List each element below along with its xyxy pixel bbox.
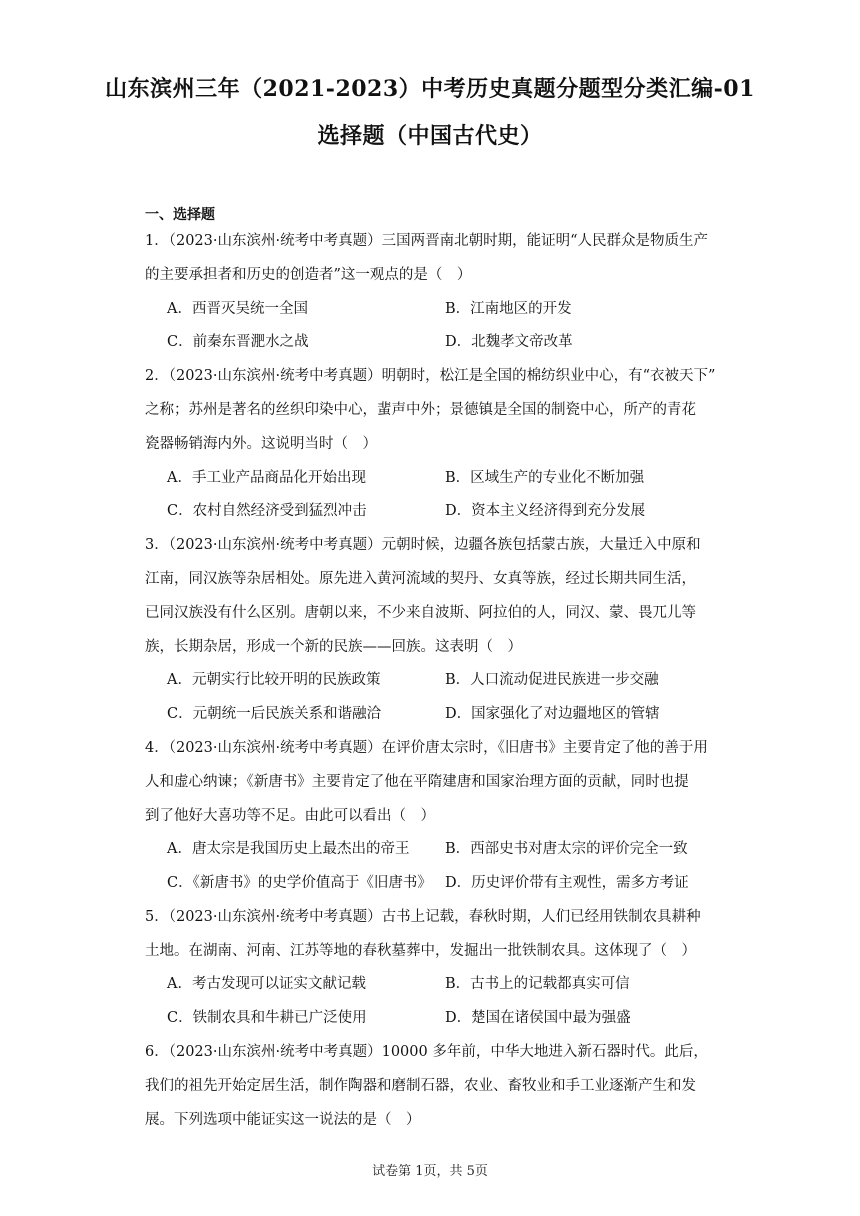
question-4-option-a: A．唐太宗是我国历史上最杰出的帝王 bbox=[167, 841, 410, 857]
page-footer: 试卷第 1页，共 5页 bbox=[372, 1164, 488, 1179]
question-2-option-b: B．区域生产的专业化不断加强 bbox=[445, 470, 645, 486]
question-1-option-d: D．北魏孝文帝改革 bbox=[445, 334, 573, 350]
question-1-option-a: A．西晋灭吴统一全国 bbox=[167, 301, 308, 317]
question-6-line-3: 展。下列选项中能证实这一说法的是（ ） bbox=[145, 1112, 421, 1128]
question-2-line-2: 之称；苏州是著名的丝织印染中心，蜚声中外；景德镇是全国的制瓷中心，所产的青花 bbox=[145, 402, 696, 418]
question-1-option-c: C．前秦东晋淝水之战 bbox=[167, 334, 309, 350]
question-4-option-b: B．西部史书对唐太宗的评价完全一致 bbox=[445, 841, 688, 857]
question-2-line-1: 2．（2023·山东滨州·统考中考真题）明朝时，松江是全国的棉纺织业中心，有“衣被天下” bbox=[145, 368, 716, 384]
question-2-option-a: A．手工业产品商品化开始出现 bbox=[167, 470, 366, 486]
title-line-1: 山东滨州三年（2021-2023）中考历史真题分题型分类汇编-01 bbox=[105, 76, 755, 102]
question-1-line-1: 1．（2023·山东滨州·统考中考真题）三国两晋南北朝时期，能证明“人民群众是物质生产 bbox=[145, 233, 709, 249]
section-heading: 一、选择题 bbox=[145, 207, 215, 223]
question-5-option-a: A．考古发现可以证实文献记载 bbox=[167, 976, 366, 992]
question-5-line-2: 土地。在湖南、河南、江苏等地的春秋墓葬中，发掘出一批铁制农具。这体现了（ ） bbox=[145, 943, 696, 959]
question-4-option-d: D．历史评价带有主观性，需多方考证 bbox=[445, 875, 689, 891]
question-6-line-2: 我们的祖先开始定居生活，制作陶器和磨制石器，农业、畜牧业和手工业逐渐产生和发 bbox=[145, 1078, 696, 1094]
question-1-option-b: B．江南地区的开发 bbox=[445, 301, 572, 317]
question-3-option-d: D．国家强化了对边疆地区的管辖 bbox=[445, 706, 660, 722]
question-3-option-b: B．人口流动促进民族进一步交融 bbox=[445, 672, 659, 688]
question-4-line-3: 到了他好大喜功等不足。由此可以看出（ ） bbox=[145, 808, 435, 824]
question-4-line-1: 4．（2023·山东滨州·统考中考真题）在评价唐太宗时，《旧唐书》主要肯定了他的善于用 bbox=[145, 740, 708, 756]
question-4-option-c: C．《新唐书》的史学价值高于《旧唐书》 bbox=[167, 875, 432, 891]
question-3-line-1: 3．（2023·山东滨州·统考中考真题）元朝时候，边疆各族包括蒙古族，大量迁入中原和 bbox=[145, 537, 701, 553]
question-3-option-c: C．元朝统一后民族关系和谐融洽 bbox=[167, 706, 382, 722]
question-3-line-3: 已同汉族没有什么区别。唐朝以来，不少来自波斯、阿拉伯的人，同汉、蒙、畏兀儿等 bbox=[145, 605, 696, 621]
question-5-line-1: 5．（2023·山东滨州·统考中考真题）古书上记载，春秋时期，人们已经用铁制农具耕种 bbox=[145, 909, 701, 925]
question-3-line-2: 江南，同汉族等杂居相处。原先进入黄河流域的契丹、女真等族，经过长期共同生活， bbox=[145, 571, 696, 587]
question-3-line-4: 族，长期杂居，形成一个新的民族——回族。这表明（ ） bbox=[145, 639, 522, 655]
question-2-option-d: D．资本主义经济得到充分发展 bbox=[445, 503, 646, 519]
question-5-option-d: D．楚国在诸侯国中最为强盛 bbox=[445, 1010, 631, 1026]
question-5-option-c: C．铁制农具和牛耕已广泛使用 bbox=[167, 1010, 367, 1026]
question-3-option-a: A．元朝实行比较开明的民族政策 bbox=[167, 672, 381, 688]
question-2-option-c: C．农村自然经济受到猛烈冲击 bbox=[167, 503, 367, 519]
question-6-line-1: 6．（2023·山东滨州·统考中考真题）10000 多年前，中华大地进入新石器时代。此后， bbox=[145, 1044, 708, 1060]
question-4-line-2: 人和虚心纳谏；《新唐书》主要肯定了他在平隋建唐和国家治理方面的贡献，同时也提 bbox=[145, 774, 689, 790]
question-5-option-b: B．古书上的记载都真实可信 bbox=[445, 976, 630, 992]
question-2-line-3: 瓷器畅销海内外。这说明当时（ ） bbox=[145, 436, 377, 452]
question-1-line-2: 的主要承担者和历史的创造者”这一观点的是（ ） bbox=[145, 267, 472, 283]
title-line-2: 选择题（中国古代史） bbox=[317, 123, 543, 149]
